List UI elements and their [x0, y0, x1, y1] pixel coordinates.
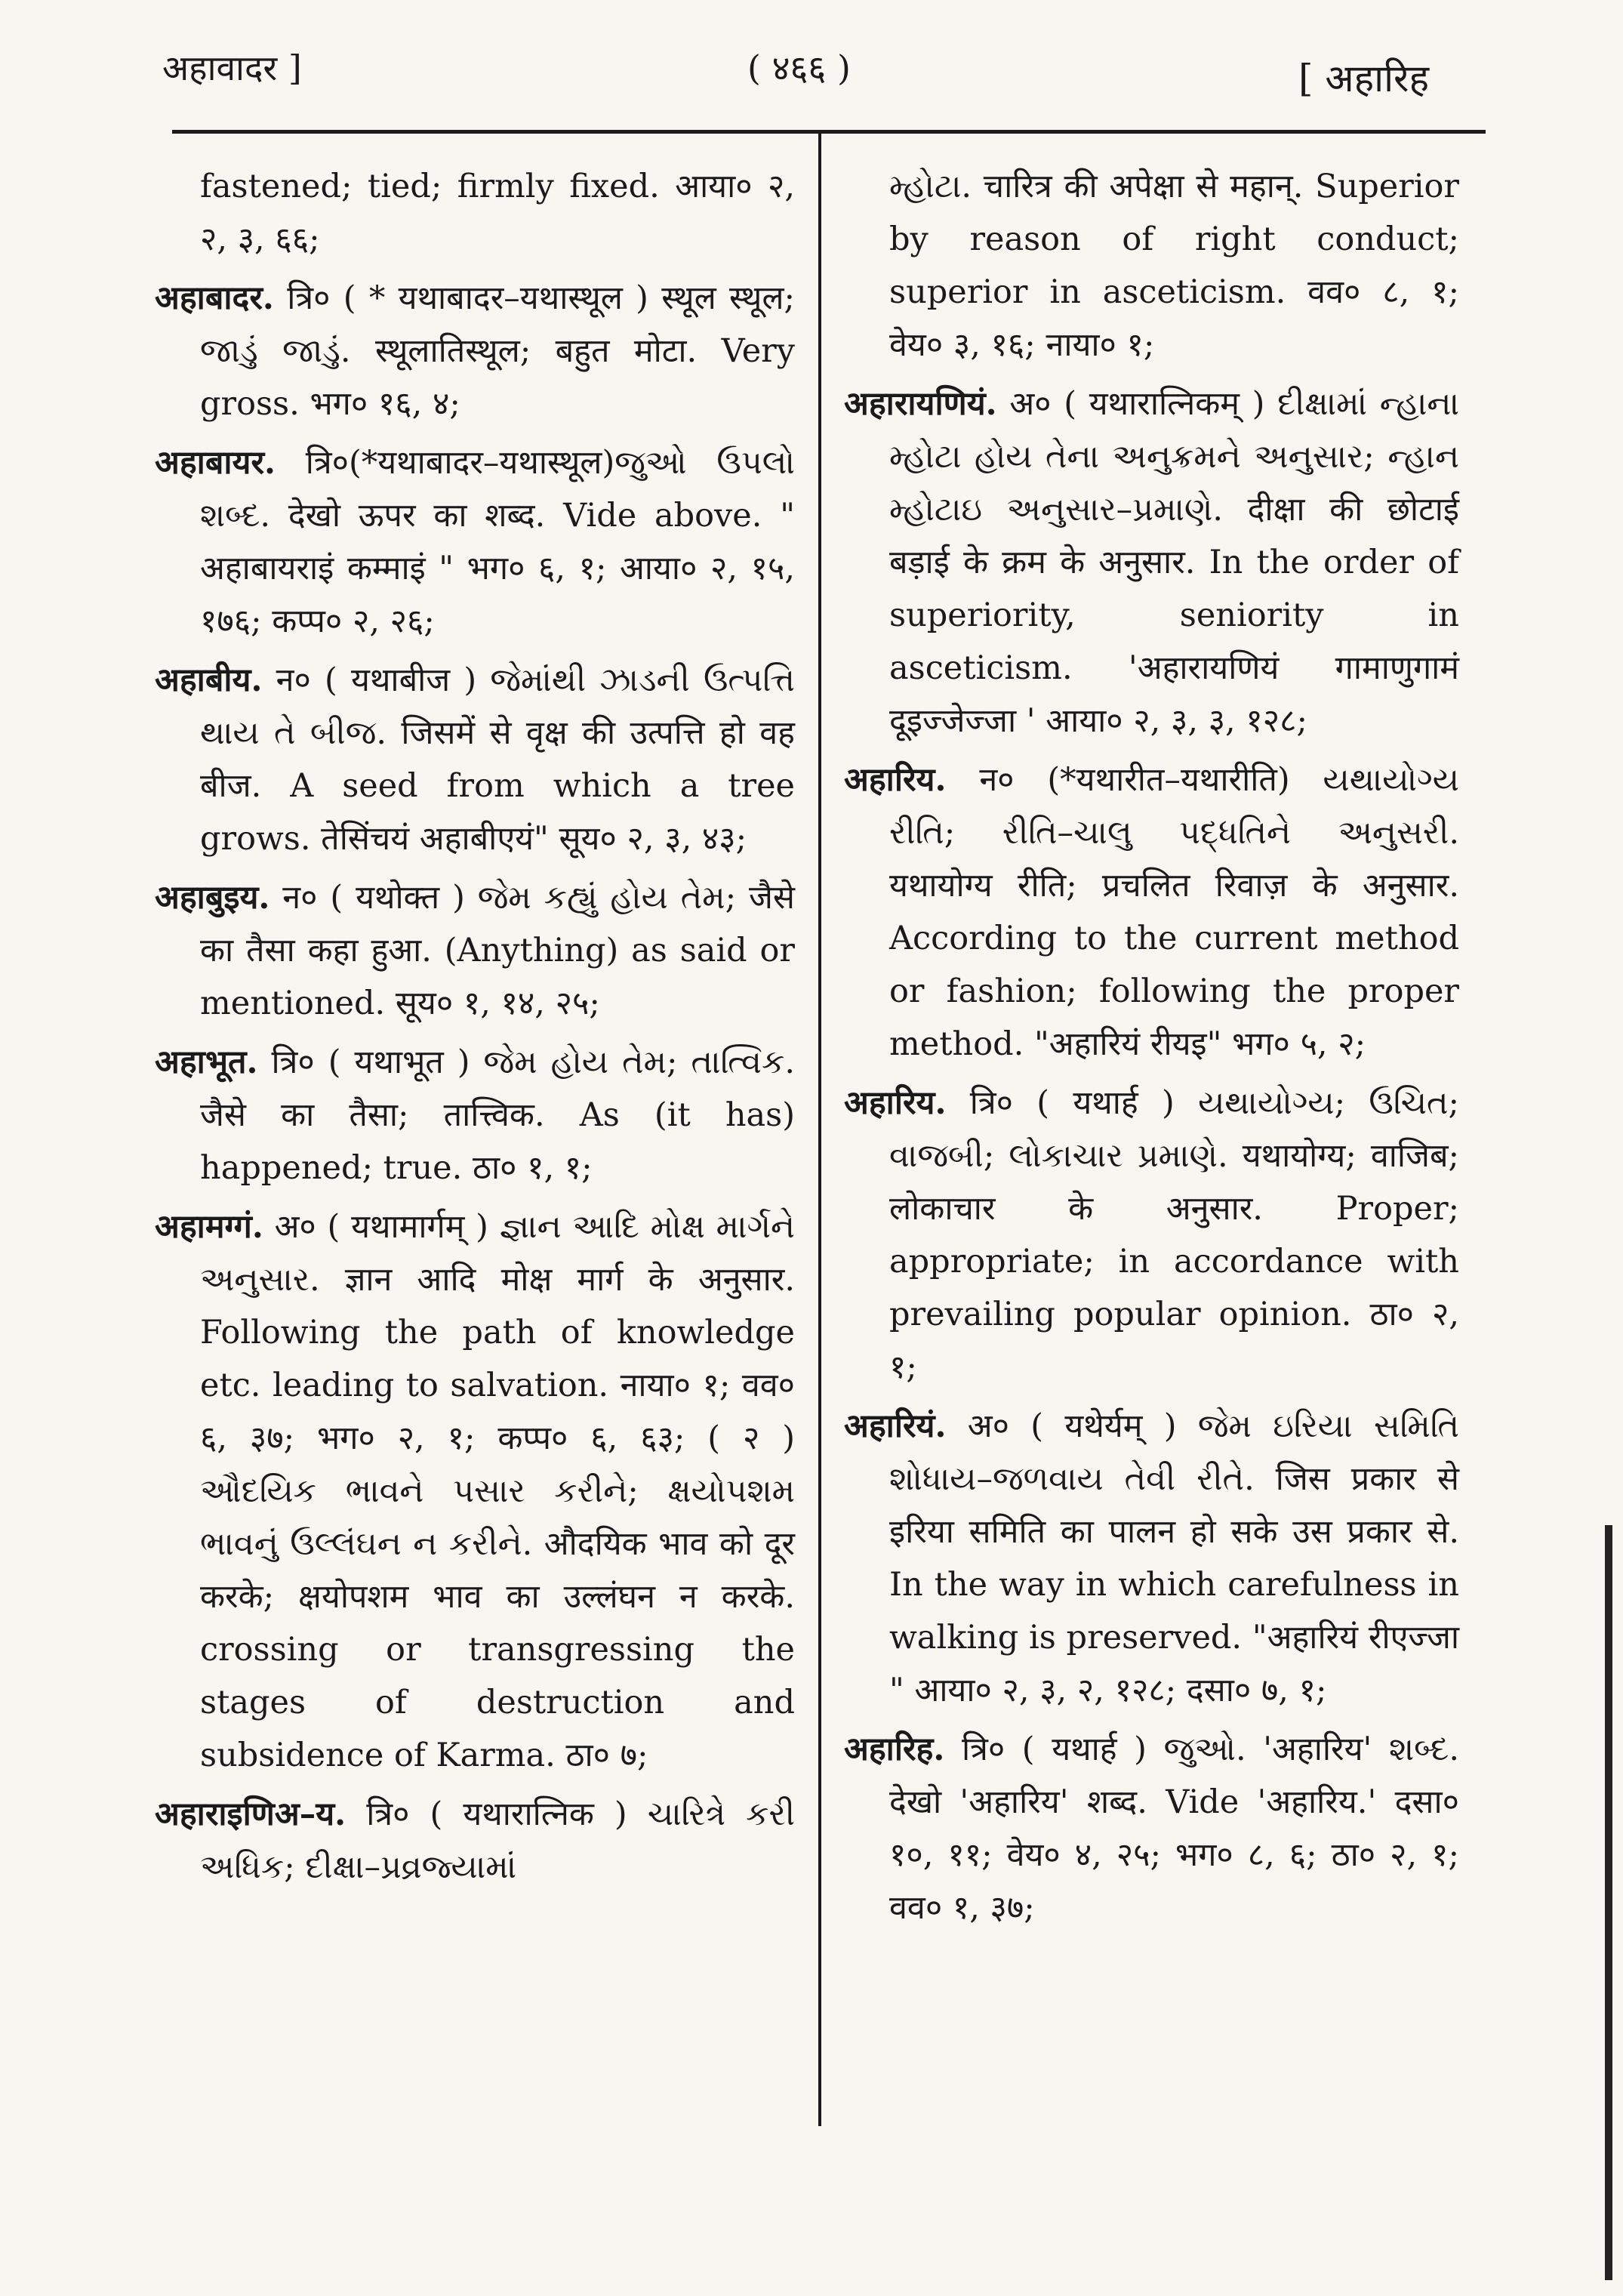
entry-headword: अहारिय.: [844, 761, 947, 799]
entry-body: न० (*यथारीत–यथारीति) યથાયોગ્ય રીતિ; રીતિ–ચાલુ પદ્ધતિને અનુસરી. यथायोग्य रीति; प्रचलित रिवाज़ के अनुसार. According to the current method or fashion; following the proper method. "अहारियं रीयइ" भग० ५, २;: [889, 761, 1459, 1063]
entry-body: अ० ( यथेर्यम् ) જેમ ઇરિયા સમિતિ શોધાય–જળવાય તેવી રીતે. जिस प्रकार से इरिया समिति का पालन हो सके उस प्रकार से. In the way in which carefulness in walking is preserved. "अहारियं रीएज्जा " आया० २, ३, २, १२८; दसा० ७, १;: [889, 1407, 1459, 1709]
continuation-text: મ્હોટા. चारित्र की अपेक्षा से महान्. Superior by reason of right conduct; superior in asceticism. वव० ८, १; वेय० ३, १६; नाया० १;: [889, 168, 1459, 364]
header-rule: [172, 130, 1486, 134]
header-right-guideword: [ अहारिह: [1298, 57, 1430, 100]
dictionary-entry: [155, 871, 795, 1030]
dictionary-entry: [844, 1400, 1459, 1717]
column-divider: [818, 133, 821, 2126]
page-number: ( ४६६ ): [747, 48, 851, 88]
header-left-guideword: अहावादर ]: [162, 48, 302, 88]
entry-headword: अहारिय.: [844, 1084, 947, 1122]
entry-body: त्रि०(*यथाबादर–यथास्थूल)જુઓ ઉપલો શબ્દ. देखो ऊपर का शब्द. Vide above. " अहाबायराइं कम्माइं " भग० ६, १; आया० २, १५, १७६; कप्प० २, २६;: [200, 444, 795, 640]
left-column: [155, 160, 795, 1900]
entry-body: न० ( यथोक्त ) જેમ કહ્યું હોય તેમ; जैसे का तैसा कहा हुआ. (Anything) as said or mentioned. सूय० १, १४, २५;: [200, 879, 795, 1022]
entry-body: अ० ( यथारात्निकम् ) દીક્ષામાં ન્હાના મ્હોટા હોય તેના અનુક્રમને અનુસાર; ન્હાન મ્હોટાઇ અનુસાર–પ્રમાણે. दीक्षा की छोटाई बड़ाई के क्रम के अनुसार. In the order of superiority, seniority in asceticism. 'अहारायणियं गामाणुगामं दूइज्जेज्जा ' आया० २, ३, ३, १२८;: [889, 385, 1459, 740]
continuation-text: fastened; tied; firmly fixed. आया० २, २, ३, ६६;: [200, 168, 795, 258]
dictionary-entry: [155, 272, 795, 430]
entry-body: न० ( यथाबीज ) જેમાંથી ઝાડની ઉત્પત્તિ થાય તે બીજ. जिसमें से वृक्ष की उत्पत्ति हो वह बीज. A seed from which a tree grows. तेसिंचयं अहाबीएयं" सूय० २, ३, ४३;: [200, 661, 796, 858]
entry-body: अ० ( यथामार्गम् ) જ્ઞાન આદિ મોક્ષ માર્ગને અનુસાર. ज्ञान आदि मोक्ष मार्ग के अनुसार. Following the path of knowledge etc. leading to salvation. नाया० १; वव० ६, ३७; भग० २, १; कप्प० ६, ६३; ( २ ) ઔદયિક ભાવને પસાર કરીને; ક્ષયોપશમ ભાવનું ઉલ્લંઘન ન કરીને. औदयिक भाव को दूर करके; क्षयोपशम भाव का उल्लंघन न करके. crossing or transgressing the stages of destruction and subsidence of Karma. ठा० ७;: [200, 1208, 796, 1774]
entry-headword: अहाबायर.: [155, 444, 276, 482]
entry-body: त्रि० ( यथारात्निक ) ચારિત્રે કરી અધિક; દીક્ષા–પ્રવ્રજ્યામાં: [200, 1795, 795, 1886]
dictionary-entry: [155, 654, 795, 865]
entry-headword: अहाबुइय.: [155, 879, 270, 917]
scan-edge-shadow: [1605, 1525, 1612, 2280]
entry-body: त्रि० ( यथाभूत ) જેમ હોય તેમ; તાત્વિક. जैसे का तैसा; तात्त्विक. As (it has) happened; true. ठा० १, १;: [200, 1043, 795, 1187]
dictionary-entry: [844, 1723, 1459, 1934]
entry-body: त्रि० ( * यथाबादर–यथास्थूल ) स्थूल स्थूल; જાડું જાડું. स्थूलातिस्थूल; बहुत मोटा. Very gross. भग० १६, ४;: [200, 279, 796, 423]
dictionary-entry: [155, 1036, 795, 1194]
dictionary-entry: [155, 1200, 795, 1782]
entry-body: त्रि० ( यथार्ह ) યથાયોગ્ય; ઉચિત; વાજબી; લોકાચાર પ્રમાણે. यथायोग्य; वाजिब; लोकाचार के अनुसार. Proper; appropriate; in accordance with prevailing popular opinion. ठा० २, १;: [889, 1084, 1460, 1386]
entry-headword: अहाभूत.: [155, 1043, 258, 1081]
entry-headword: अहाबीय.: [155, 661, 263, 699]
dictionary-entry: [844, 378, 1459, 747]
dictionary-entry: [155, 436, 795, 648]
dictionary-entry: [844, 754, 1459, 1071]
entry-headword: अहारायणियं.: [844, 385, 997, 423]
entry-headword: अहामग्गं.: [155, 1208, 263, 1246]
entry-body: त्रि० ( यथार्ह ) જુઓ. 'अहारिय' શબ્દ. देखो 'अहारिय' शब्द. Vide 'अहारिय.' दसा० १०, ११; वेय० ४, २५; भग० ८, ६; ठा० २, १; वव० १, ३७;: [889, 1730, 1459, 1927]
entry-headword: अहाबादर.: [155, 279, 274, 317]
entry-headword: अहारिह.: [844, 1730, 945, 1768]
right-column: [844, 160, 1459, 1940]
dictionary-entry: [844, 1077, 1459, 1394]
entry-headword: अहारियं.: [844, 1407, 947, 1445]
dictionary-entry: [155, 1788, 795, 1894]
entry-headword: अहाराइणिअ–य.: [155, 1795, 346, 1833]
